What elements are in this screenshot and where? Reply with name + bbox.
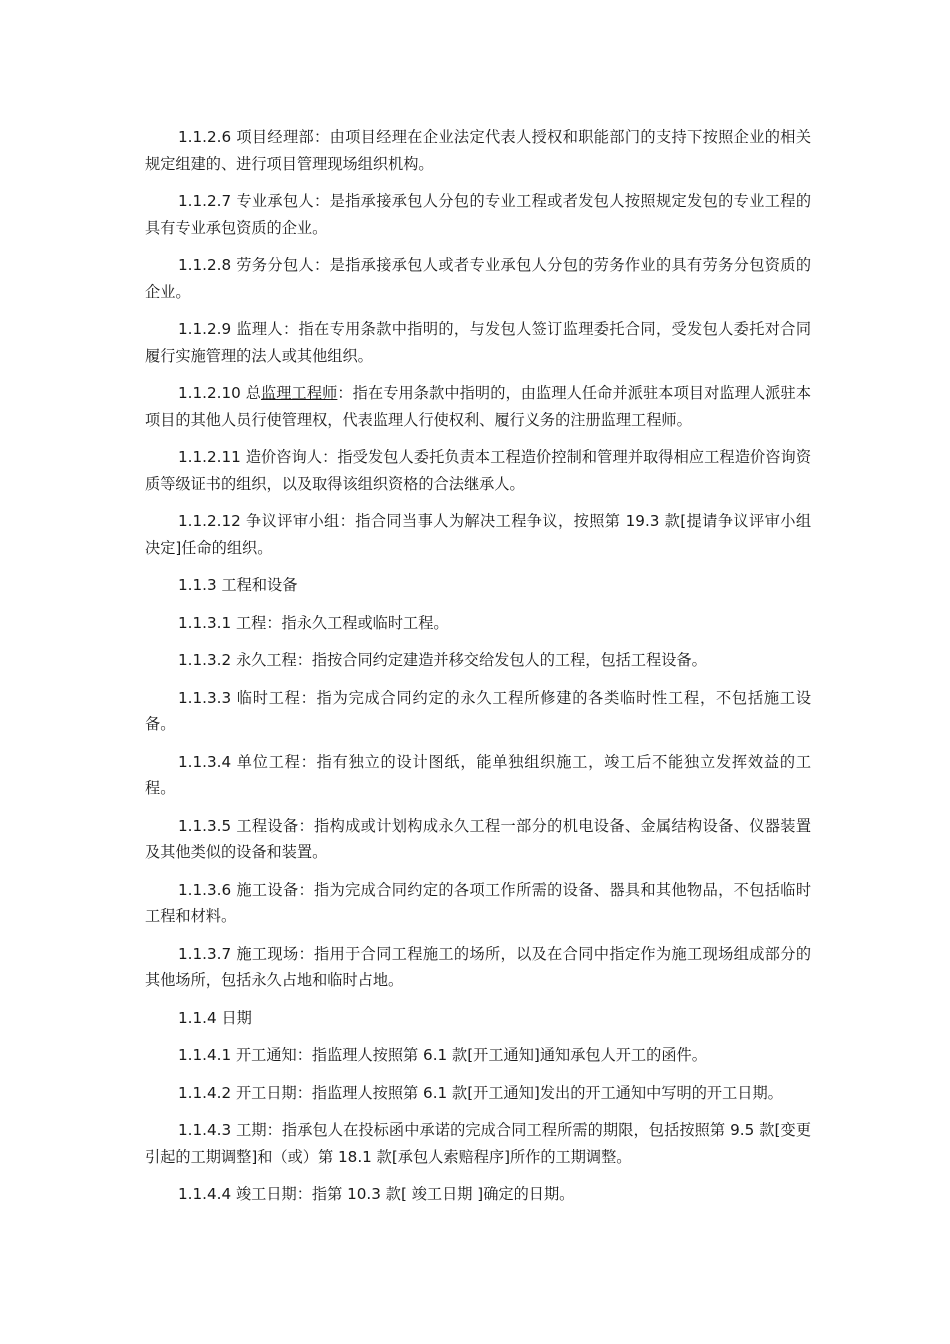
clause-underlined-term: 监理工程师 [261, 384, 338, 402]
clause-1-1-3-5 [145, 813, 811, 866]
section-1-1-4 [145, 1005, 811, 1032]
clause-1-1-3-6 [145, 877, 811, 930]
clause-text: 施工设备：指为完成合同约定的各项工作所需的设备、器具和其他物品，不包括临时工程和材料。 [145, 880, 812, 925]
clause-text: 争议评审小组：指合同当事人为解决工程争议，按照第 19.3 款[提请争议评审小组决定]任命的组织。 [145, 512, 812, 557]
clause-text: 单位工程：指有独立的设计图纸，能单独组织施工，竣工后不能独立发挥效益的工程。 [145, 752, 812, 797]
clause-number: 1.1.2.9 [178, 320, 232, 338]
document-page [145, 124, 811, 1219]
clause-text: 项目经理部：由项目经理在企业法定代表人授权和职能部门的支持下按照企业的相关规定组建的、进行项目管理现场组织机构。 [145, 128, 812, 173]
clause-prefix: 总 [245, 384, 261, 402]
clause-1-1-2-8 [145, 252, 811, 305]
clause-number: 1.1.3.1 [178, 613, 232, 632]
clause-text: ：指在专用条款中指明的，由监理人任命并派驻本项目对监理人派驻本项目的其他人员行使管理权，代表监理人行使权利、履行义务的注册监理工程师。 [145, 384, 812, 429]
clause-1-1-2-11 [145, 444, 811, 497]
clause-1-1-4-4 [145, 1181, 811, 1208]
clause-1-1-2-6 [145, 124, 811, 177]
clause-text: 施工现场：指用于合同工程施工的场所，以及在合同中指定作为施工现场组成部分的其他场所，包括永久占地和临时占地。 [145, 944, 812, 989]
clause-text: 永久工程：指按合同约定建造并移交给发包人的工程，包括工程设备。 [235, 651, 707, 669]
clause-number: 1.1.2.8 [178, 256, 232, 274]
section-number: 1.1.3 [178, 576, 217, 594]
clause-1-1-2-12 [145, 508, 811, 561]
clause-number: 1.1.3.2 [178, 651, 232, 669]
clause-number: 1.1.3.4 [178, 752, 232, 771]
clause-number: 1.1.4.1 [178, 1046, 232, 1064]
clause-text: 造价咨询人：指受发包人委托负责本工程造价控制和管理并取得相应工程造价咨询资质等级证书的组织，以及取得该组织资格的合法继承人。 [145, 448, 812, 493]
clause-text: 劳务分包人：是指承接承包人或者专业承包人分包的劳务作业的具有劳务分包资质的企业。 [145, 256, 812, 301]
clause-1-1-3-4 [145, 749, 811, 802]
clause-1-1-2-9 [145, 316, 811, 369]
clause-1-1-2-7 [145, 188, 811, 241]
clause-text: 专业承包人：是指承接承包人分包的专业工程或者发包人按照规定发包的专业工程的具有专业承包资质的企业。 [145, 192, 812, 237]
clause-1-1-3-2 [145, 647, 811, 674]
clause-number: 1.1.2.7 [178, 192, 232, 210]
clause-text: 工期：指承包人在投标函中承诺的完成合同工程所需的期限，包括按照第 9.5 款[变更引起的工期调整]和（或）第 18.1 款[承包人索赔程序]所作的工期调整。 [145, 1121, 812, 1166]
clause-1-1-3-7 [145, 941, 811, 994]
clause-number: 1.1.2.12 [178, 512, 241, 530]
clause-number: 1.1.4.4 [178, 1185, 232, 1203]
section-number: 1.1.4 [178, 1008, 217, 1027]
clause-1-1-4-2 [145, 1080, 811, 1107]
clause-text: 开工日期：指监理人按照第 6.1 款[开工通知]发出的开工通知中写明的开工日期。 [235, 1083, 783, 1102]
clause-text: 工程设备：指构成或计划构成永久工程一部分的机电设备、金属结构设备、仪器装置及其他类似的设备和装置。 [145, 816, 812, 861]
clause-1-1-4-1 [145, 1042, 811, 1069]
clause-number: 1.1.3.6 [178, 880, 232, 899]
clause-number: 1.1.3.5 [178, 816, 232, 835]
clause-text: 临时工程：指为完成合同约定的永久工程所修建的各类临时性工程，不包括施工设备。 [145, 688, 812, 733]
clause-number: 1.1.3.3 [178, 688, 232, 707]
clause-text: 工程：指永久工程或临时工程。 [235, 613, 449, 632]
clause-number: 1.1.2.10 [178, 384, 241, 402]
clause-text: 竣工日期：指第 10.3 款[ 竣工日期 ]确定的日期。 [235, 1185, 575, 1203]
section-title: 工程和设备 [221, 576, 298, 594]
clause-number: 1.1.4.3 [178, 1121, 232, 1139]
section-1-1-3 [145, 572, 811, 599]
clause-1-1-2-10 [145, 380, 811, 433]
clause-1-1-3-1 [145, 610, 811, 637]
clause-text: 开工通知：指监理人按照第 6.1 款[开工通知]通知承包人开工的函件。 [235, 1046, 707, 1064]
clause-number: 1.1.4.2 [178, 1083, 232, 1102]
clause-number: 1.1.3.7 [178, 944, 232, 963]
section-title: 日期 [221, 1008, 252, 1027]
clause-1-1-3-3 [145, 685, 811, 738]
clause-1-1-4-3 [145, 1117, 811, 1170]
clause-text: 监理人：指在专用条款中指明的，与发包人签订监理委托合同，受发包人委托对合同履行实施管理的法人或其他组织。 [145, 320, 812, 365]
clause-number: 1.1.2.6 [178, 128, 232, 146]
clause-number: 1.1.2.11 [178, 448, 241, 466]
